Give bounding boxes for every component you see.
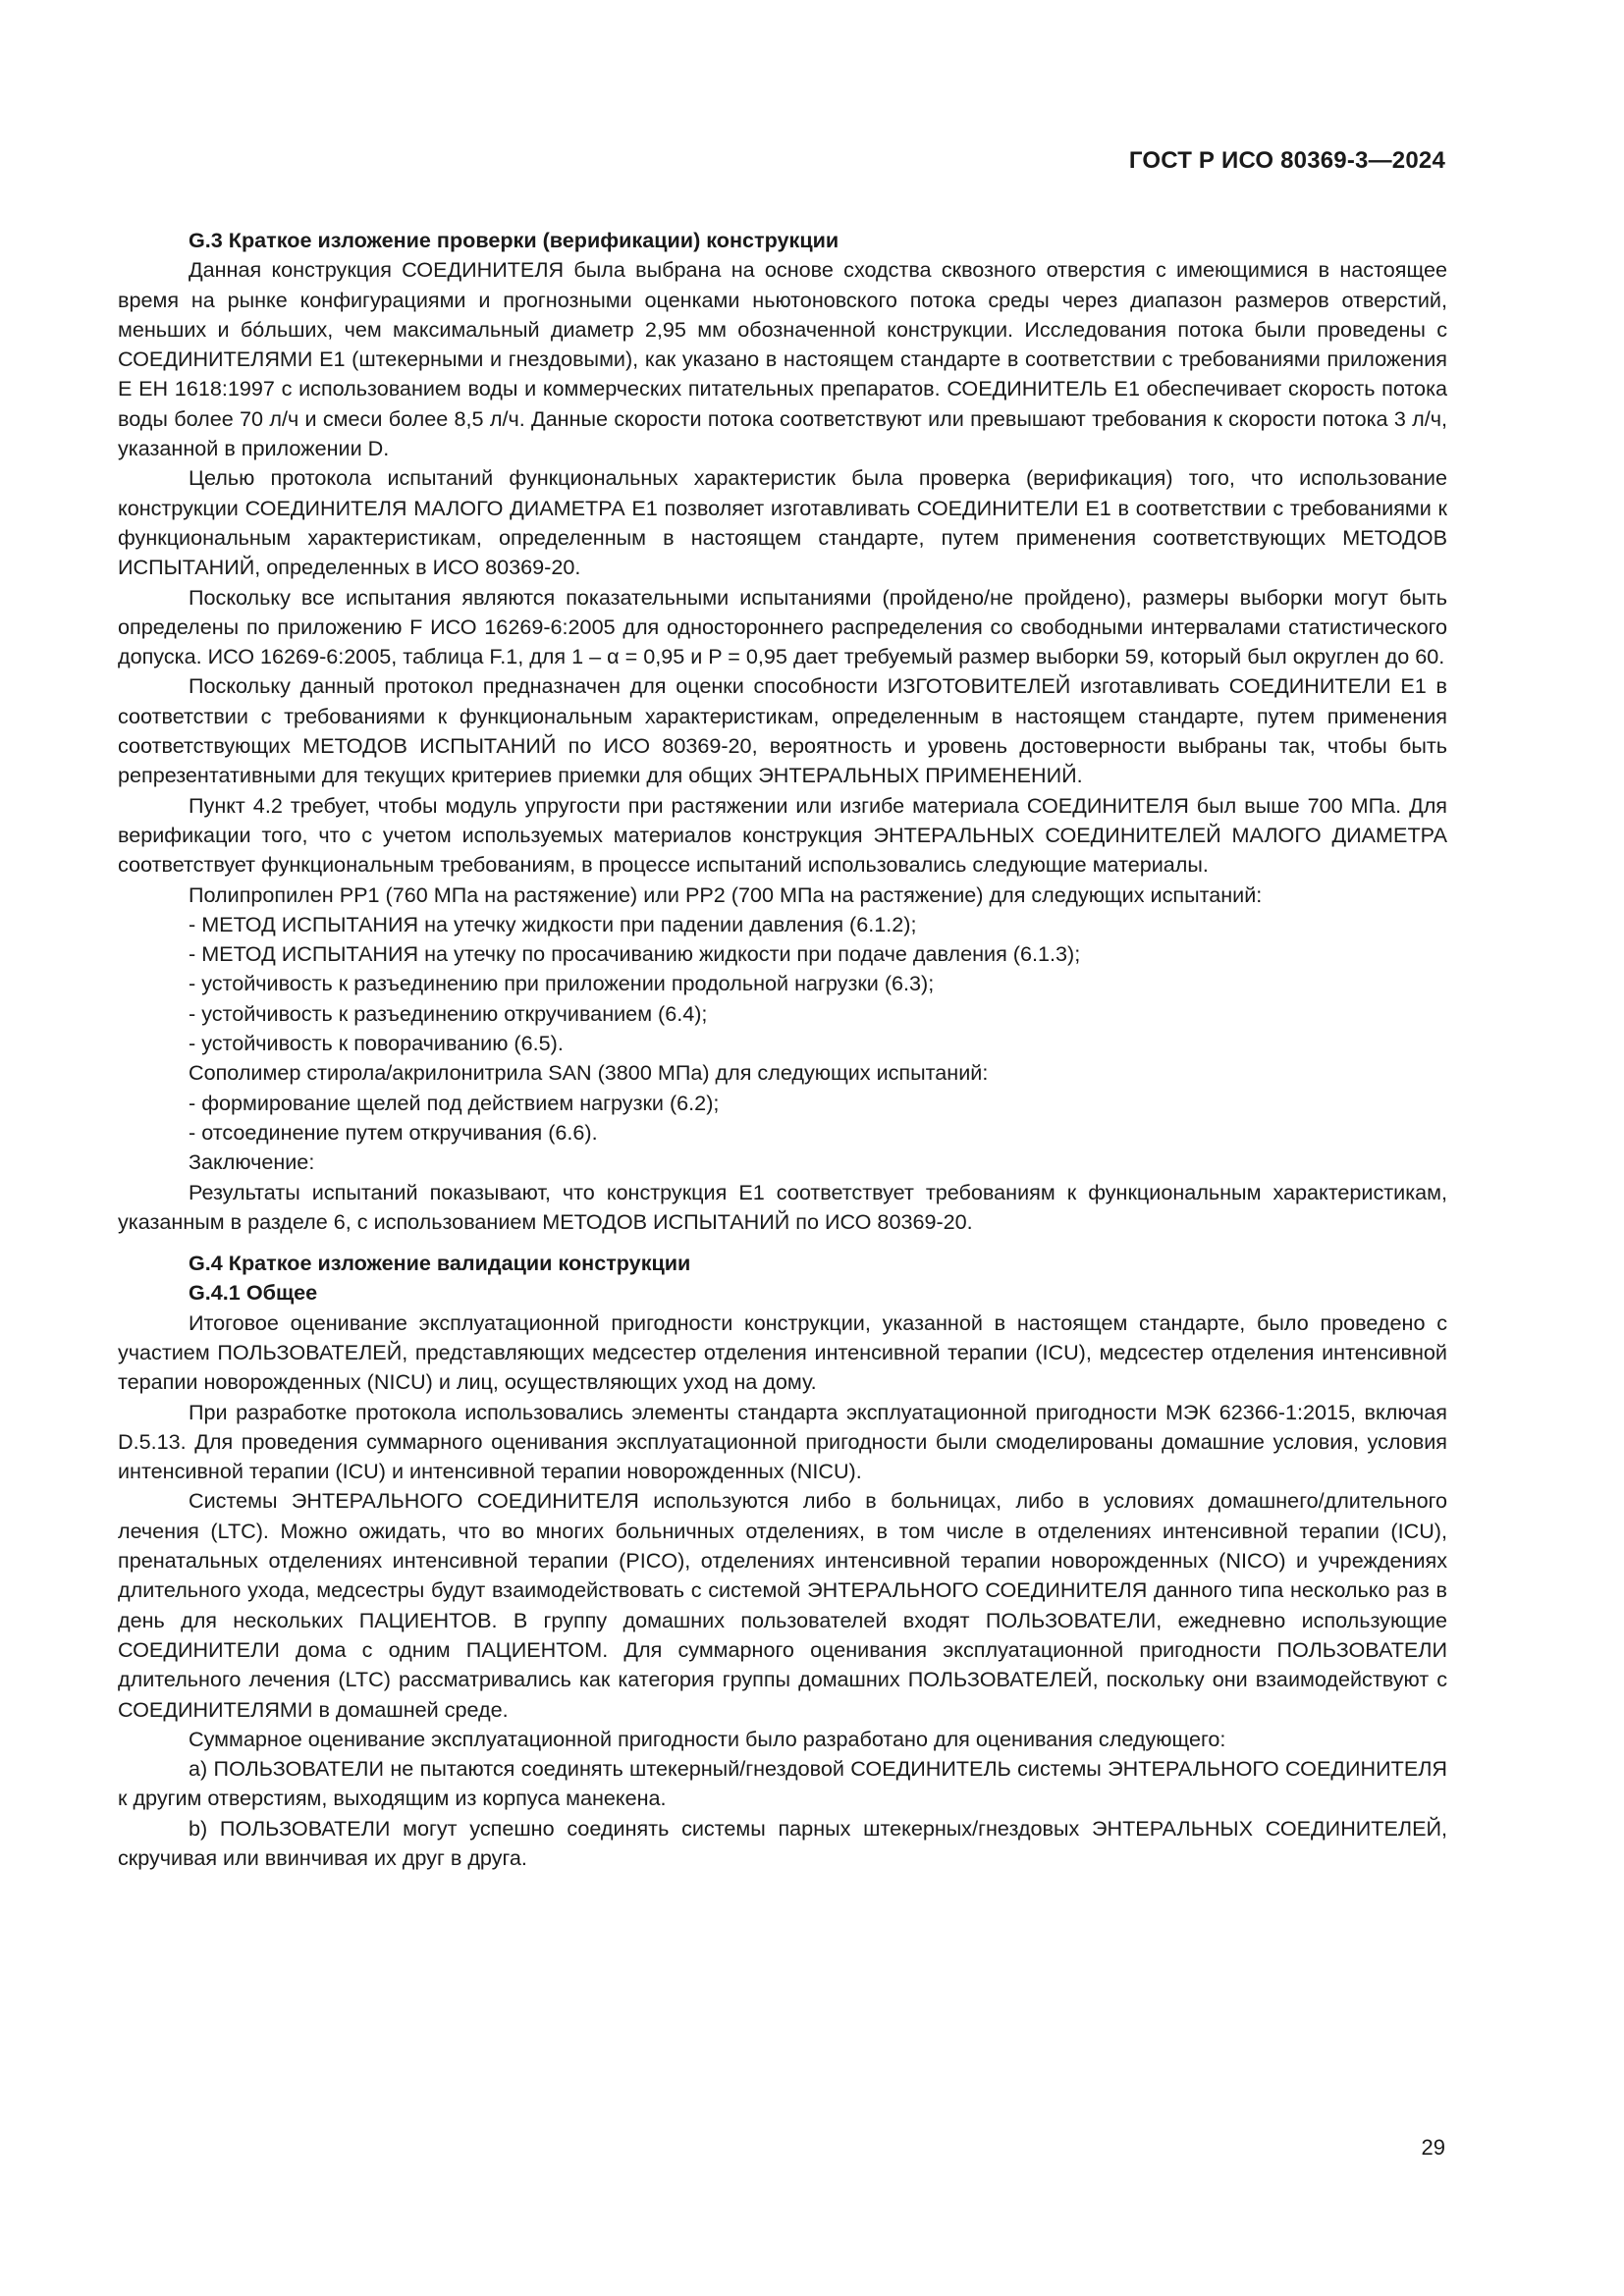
paragraph: Пункт 4.2 требует, чтобы модуль упругости при растяжении или изгибе материала СОЕДИНИТЕЛЯ был выше 700 МПа. Для верификации того, что с учетом используемых материалов конструкция ЭНТЕРАЛЬНЫХ СОЕДИНИТЕЛЕЙ МАЛОГО ДИАМЕТРА соответствует функциональным требованиям, в процессе испытаний использовались следующие материалы. <box>118 792 1447 878</box>
list-item: - устойчивость к разъединению откручиванием (6.4); <box>189 1000 708 1026</box>
conclusion-paragraph: Результаты испытаний показывают, что конструкция E1 соответствует требованиям к функциональным характеристикам, указанным в разделе 6, с использованием МЕТОДОВ ИСПЫТАНИЙ по ИСО 80369-20. <box>118 1179 1447 1234</box>
san-materials-intro: Сополимер стирола/акрилонитрила SAN (3800 МПа) для следующих испытаний: <box>189 1060 989 1086</box>
list-item-b: b) ПОЛЬЗОВАТЕЛИ могут успешно соединять системы парных штекерных/гнездовых ЭНТЕРАЛЬНЫХ СОЕДИНИТЕЛЕЙ, скручивая или ввинчивая их друг в друга. <box>118 1815 1447 1871</box>
page-content <box>118 226 1447 1873</box>
document-code-header: ГОСТ Р ИСО 80369-3—2024 <box>1128 147 1445 174</box>
paragraph: Данная конструкция СОЕДИНИТЕЛЯ была выбрана на основе сходства сквозного отверстия с имеющимися в настоящее время на рынке конфигурациями и прогнозными оценками ньютоновского потока среды через диапазон размеров отверстий, меньших и бо́льших, чем максимальный диаметр 2,95 мм обозначенной конструкции. Исследования потока были проведены с СОЕДИНИТЕЛЯМИ E1 (штекерными и гнездовыми), как указано в настоящем стандарте в соответствии с требованиями приложения E ЕН 1618:1997 с использованием воды и коммерческих питательных препаратов. СОЕДИНИТЕЛЬ E1 обеспечивает скорость потока воды более 70 л/ч и смеси более 8,5 л/ч. Данные скорости потока соответствуют или превышают требования к скорости потока 3 л/ч, указанной в приложении D. <box>118 257 1447 461</box>
list-item-a: a) ПОЛЬЗОВАТЕЛИ не пытаются соединять штекерный/гнездовой СОЕДИНИТЕЛЬ системы ЭНТЕРАЛЬНОГО СОЕДИНИТЕЛЯ к другим отверстиям, выходящим из корпуса манекена. <box>118 1756 1447 1811</box>
section-g4-title: G.4 Краткое изложение валидации конструкции <box>189 1251 691 1276</box>
list-item: - формирование щелей под действием нагрузки (6.2); <box>189 1090 720 1115</box>
paragraph: Системы ЭНТЕРАЛЬНОГО СОЕДИНИТЕЛЯ используются либо в больницах, либо в условиях домашнего/длительного лечения (LTC). Можно ожидать, что во многих больничных отделениях, в том числе в отделениях интенсивной терапии (ICU), пренатальных отделениях интенсивной терапии (PICO), отделениях интенсивной терапии новорожденных (NICO) и учреждениях длительного ухода, медсестры будут взаимодействовать с системой ЭНТЕРАЛЬНОГО СОЕДИНИТЕЛЯ данного типа несколько раз в день для нескольких ПАЦИЕНТОВ. В группу домашних пользователей входят ПОЛЬЗОВАТЕЛИ, ежедневно использующие СОЕДИНИТЕЛИ дома с одним ПАЦИЕНТОМ. Для суммарного оценивания эксплуатационной пригодности ПОЛЬЗОВАТЕЛИ длительного лечения (LTC) рассматривались как категория группы домашних ПОЛЬЗОВАТЕЛЕЙ, поскольку они взаимодействуют с СОЕДИНИТЕЛЯМИ в домашней среде. <box>118 1488 1447 1722</box>
list-item: - отсоединение путем откручивания (6.6). <box>189 1119 598 1145</box>
conclusion-label: Заключение: <box>189 1149 315 1175</box>
paragraph: Суммарное оценивание эксплуатационной пригодности было разработано для оценивания следующего: <box>189 1726 1226 1751</box>
section-g3-title: G.3 Краткое изложение проверки (верификации) конструкции <box>189 228 839 252</box>
list-item: - МЕТОД ИСПЫТАНИЯ на утечку по просачиванию жидкости при подаче давления (6.1.3); <box>189 941 1081 967</box>
paragraph: Итоговое оценивание эксплуатационной пригодности конструкции, указанной в настоящем стандарте, было проведено с участием ПОЛЬЗОВАТЕЛЕЙ, представляющих медсестер отделения интенсивной терапии (ICU), медсестер отделения интенсивной терапии новорожденных (NICU) и лиц, осуществляющих уход на дому. <box>118 1309 1447 1395</box>
paragraph: Поскольку все испытания являются показательными испытаниями (пройдено/не пройдено), размеры выборки могут быть определены по приложению F ИСО 16269-6:2005 для одностороннего распределения со свободными интервалами статистического допуска. ИСО 16269-6:2005, таблица F.1, для 1 – α = 0,95 и P = 0,95 дает требуемый размер выборки 59, который был округлен до 60. <box>118 584 1447 669</box>
page-number: 29 <box>1421 2135 1445 2160</box>
paragraph: Целью протокола испытаний функциональных характеристик была проверка (верификация) того, что использование конструкции СОЕДИНИТЕЛЯ МАЛОГО ДИАМЕТРА E1 позволяет изготавливать СОЕДИНИТЕЛИ E1 в соответствии с требованиями к функциональным характеристикам, определенным в настоящем стандарте, путем применения соответствующих МЕТОДОВ ИСПЫТАНИЙ, определенных в ИСО 80369-20. <box>118 465 1447 580</box>
pp-materials-intro: Полипропилен PP1 (760 МПа на растяжение) или PP2 (700 МПа на растяжение) для следующих испытаний: <box>189 881 1263 907</box>
subsection-g41-title: G.4.1 Общее <box>189 1280 318 1306</box>
paragraph: При разработке протокола использовались элементы стандарта эксплуатационной пригодности МЭК 62366-1:2015, включая D.5.13. Для проведения суммарного оценивания эксплуатационной пригодности были смоделированы домашние условия, условия интенсивной терапии (ICU) и интенсивной терапии новорожденных (NICU). <box>118 1399 1447 1484</box>
list-item: - устойчивость к разъединению при приложении продольной нагрузки (6.3); <box>189 971 935 996</box>
paragraph: Поскольку данный протокол предназначен для оценки способности ИЗГОТОВИТЕЛЕЙ изготавливать СОЕДИНИТЕЛИ E1 в соответствии с требованиями к функциональным характеристикам, определенным в настоящем стандарте, путем применения соответствующих МЕТОДОВ ИСПЫТАНИЙ по ИСО 80369-20, вероятность и уровень достоверности выбраны так, чтобы быть репрезентативными для текущих критериев приемки для общих ЭНТЕРАЛЬНЫХ ПРИМЕНЕНИЙ. <box>118 673 1447 788</box>
list-item: - устойчивость к поворачиванию (6.5). <box>189 1031 564 1056</box>
list-item: - МЕТОД ИСПЫТАНИЯ на утечку жидкости при падении давления (6.1.2); <box>189 911 917 936</box>
